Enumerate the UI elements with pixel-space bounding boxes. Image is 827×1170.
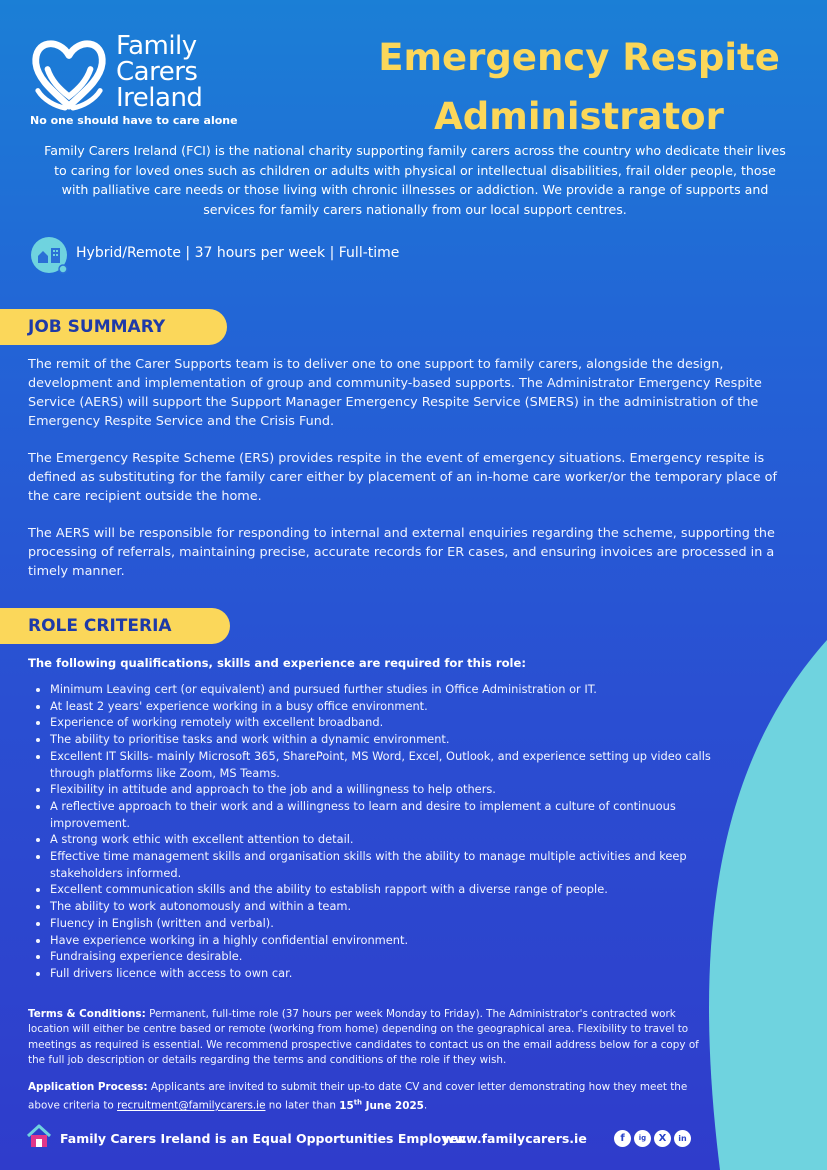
list-item: • At least 2 years' experience working in a busy office environment. xyxy=(50,698,720,715)
linkedin-icon[interactable]: in xyxy=(674,1130,691,1147)
application-label: Application Process: xyxy=(28,1081,148,1093)
intro-paragraph: Family Carers Ireland (FCI) is the national charity supporting family carers across the country who dedicate their lives to caring for loved ones such as children or adults with physical or intellectual disabilities, frail older people, those with palliative care needs or those living with chronic illnesses or addiction. We provide a range of supports and services for family carers nationally from our local support centres. xyxy=(44,143,786,217)
list-item: • Excellent communication skills and the ability to establish rapport with a diverse range of people. xyxy=(50,881,720,898)
terms-label: Terms & Conditions: xyxy=(28,1008,146,1020)
website-link[interactable]: www.familycarers.ie xyxy=(443,1131,587,1146)
deadline xyxy=(339,1100,424,1112)
instagram-icon[interactable]: ig xyxy=(634,1130,651,1147)
equal-opportunities-statement: Family Carers Ireland is an Equal Opportunities Employer. xyxy=(60,1131,467,1146)
list-item: • The ability to prioritise tasks and work within a dynamic environment. xyxy=(50,731,720,748)
list-item: • Flexibility in attitude and approach to the job and a willingness to help others. xyxy=(50,781,720,798)
criteria-intro: The following qualifications, skills and experience are required for this role: xyxy=(28,656,527,670)
application-end: . xyxy=(423,1099,428,1112)
list-item: • Fundraising experience desirable. xyxy=(50,948,720,965)
recruitment-email-link[interactable]: recruitment@familycarers.ie xyxy=(117,1099,266,1112)
job-summary-heading: JOB SUMMARY xyxy=(0,309,227,345)
application-text-after: no later than xyxy=(265,1099,340,1112)
facebook-icon[interactable]: f xyxy=(614,1130,631,1147)
title-line-2: Administrator xyxy=(434,95,724,138)
application-process xyxy=(28,1080,718,1114)
summary-paragraph-2: The Emergency Respite Scheme (ERS) provides respite in the event of emergency situations. Emergency respite is defined as substituting for the family carer either by placement of an in-home care worker/or the temporary place of the care recipient outside the home. xyxy=(28,451,777,504)
deadline-rest: June 2025 xyxy=(362,1099,424,1112)
list-item: • Minimum Leaving cert (or equivalent) and pursued further studies in Office Administration or IT. xyxy=(50,681,720,698)
job-meta: Hybrid/Remote | 37 hours per week | Full-time xyxy=(76,245,400,261)
list-item: • A reflective approach to their work and a willingness to learn and desire to implement a culture of continuous improvement. xyxy=(50,798,720,831)
list-item: • Excellent IT Skills- mainly Microsoft 365, SharePoint, MS Word, Excel, Outlook, and experience setting up video calls through platforms like Zoom, MS Teams. xyxy=(50,748,720,781)
list-item: • A strong work ethic with excellent attention to detail. xyxy=(50,831,720,848)
list-item: • Effective time management skills and organisation skills with the ability to manage multiple activities and keep stakeholders informed. xyxy=(50,848,720,881)
logo-line-ireland: Ireland xyxy=(116,83,203,113)
heart-hands-icon xyxy=(30,33,108,113)
list-item: • Have experience working in a highly confidential environment. xyxy=(50,932,720,949)
terms-text: Permanent, full-time role (37 hours per week Monday to Friday). The Administrator's contracted work location will either be centre based or remote (working from home) depending on the geographical area. Flexibility to travel to meetings as required is essential. We recommend prospective candidates to contact us on the email address below for a copy of the full job description or details regarding the terms and conditions of the role if they wish. xyxy=(28,1008,699,1067)
deadline-day: 15 xyxy=(339,1099,354,1112)
role-criteria-heading: ROLE CRITERIA xyxy=(0,608,230,644)
list-item: • Full drivers licence with access to own car. xyxy=(50,965,720,982)
summary-paragraph-3: The AERS will be responsible for responding to internal and external enquiries regarding the scheme, supporting the processing of referrals, maintaining precise, accurate records for ER cases, and ensuring invoices are processed in a timely manner. xyxy=(28,526,775,579)
title-line-1: Emergency Respite xyxy=(378,36,780,79)
equal-opportunities-home-icon xyxy=(26,1123,52,1149)
deadline-suffix: th xyxy=(353,1098,363,1107)
hybrid-work-icon xyxy=(30,236,70,276)
criteria-list xyxy=(30,681,720,982)
x-twitter-icon[interactable]: X xyxy=(654,1130,671,1147)
list-item: • Experience of working remotely with excellent broadband. xyxy=(50,714,720,731)
list-item: • Fluency in English (written and verbal). xyxy=(50,915,720,932)
list-item: • The ability to work autonomously and within a team. xyxy=(50,898,720,915)
summary-paragraph-1: The remit of the Carer Supports team is to deliver one to one support to family carers, alongside the design, development and implementation of group and community-based supports. The Administrator Emergency Respite Service (AERS) will support the Support Manager Emergency Respite Service (SMERS) in the administration of the Emergency Respite Service and the Crisis Fund. xyxy=(28,357,762,429)
terms-and-conditions xyxy=(28,1007,708,1069)
logo-wordmark xyxy=(116,33,202,111)
tagline: No one should have to care alone xyxy=(30,114,238,127)
application-text: Applicants are invited to submit their up-to date CV and cover letter demonstrating how they meet the above criteria to xyxy=(28,1081,688,1112)
logo-line-carers: Carers xyxy=(116,57,198,87)
page-title xyxy=(359,28,799,146)
logo-line-family: Family xyxy=(116,31,197,61)
